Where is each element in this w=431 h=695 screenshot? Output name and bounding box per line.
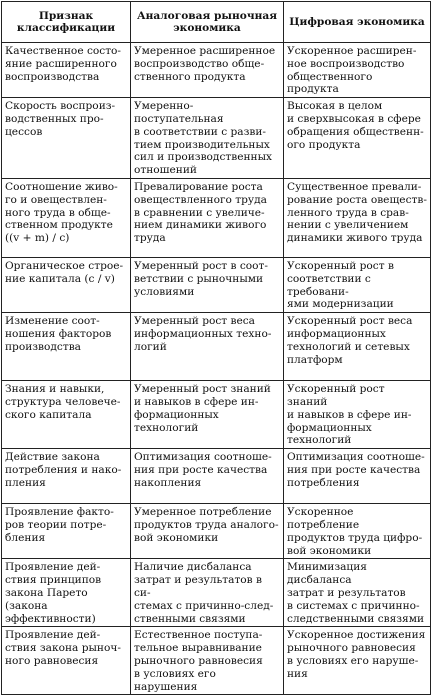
table-row <box>2 43 431 98</box>
analog-cell <box>131 559 284 627</box>
criterion-cell <box>2 381 131 449</box>
cell-text: Превалирование роста овеществленного труда в сравнении с увеличе- нием динамики живого труда <box>134 180 267 245</box>
analog-cell <box>131 627 284 695</box>
cell-text: Ускоренное достижения рыночного равновесия в условиях его наруше- ния <box>287 629 426 680</box>
header-digital-economy: Цифровая экономика <box>284 2 431 43</box>
table-row <box>2 178 431 257</box>
analog-cell <box>131 98 284 179</box>
cell-text: Органическое строе- ние капитала (c / v) <box>5 259 124 285</box>
digital-cell <box>284 504 431 559</box>
header-criterion: Признак классификации <box>2 2 131 43</box>
digital-cell <box>284 449 431 504</box>
cell-text: Умеренный рост веса информационных техно- логий <box>134 315 272 353</box>
digital-cell <box>284 559 431 627</box>
analog-cell <box>131 313 284 381</box>
cell-text: Наличие дисбаланса затрат и результатов в си- стемах с причинно-след- ственными связями <box>134 561 274 625</box>
cell-text: Ускоренный рост в соответствии с требовани- ями модернизации <box>287 259 394 311</box>
comparison-table <box>1 1 431 695</box>
cell-text: Минимизация дисбаланса затрат и результатов в системах с причинно- следственными связями <box>287 561 425 625</box>
digital-cell <box>284 627 431 695</box>
table-row <box>2 98 431 179</box>
criterion-cell <box>2 449 131 504</box>
analog-cell <box>131 257 284 312</box>
cell-text: Высокая в целом и сверхвысокая в сфере обращения общественн- ого продукта <box>287 100 424 151</box>
table-row <box>2 627 431 695</box>
cell-text: Умеренный рост в соот- ветствии с рыночными условиями <box>134 259 268 298</box>
cell-text: Ускоренное потребление продуктов труда цифро- вой экономики <box>287 506 423 557</box>
cell-text: Существенное превали- рование роста овеществ- ленного труда в срав- нении с увеличением динамики живого труда <box>287 180 427 245</box>
cell-text: Умеренный рост знаний и навыков в сфере ин- формационных технологий <box>134 383 271 434</box>
digital-cell <box>284 178 431 257</box>
cell-text: Оптимизация соотноше- ния при росте качества накопления <box>134 451 272 489</box>
criterion-cell <box>2 98 131 179</box>
header-analog-economy: Аналоговая рыночная экономика <box>131 2 284 43</box>
table-row <box>2 449 431 504</box>
table-header-row <box>2 2 431 43</box>
table-row <box>2 257 431 312</box>
cell-text: Умеренное расширенное воспроизводство обще- ственного продукта <box>134 45 276 83</box>
cell-text: Оптимизация соотноше- ния при росте качества потребления <box>287 451 425 489</box>
table-row <box>2 313 431 381</box>
cell-text: Проявление дей- ствия закона рыноч- ного равновесия <box>5 629 121 667</box>
criterion-cell <box>2 178 131 257</box>
cell-text: Качественное состо- яние расширенного воспроизводства <box>5 45 122 83</box>
cell-text: Ускоренное расширен- ное воспроизводство общественного продукта <box>287 45 417 96</box>
criterion-cell <box>2 627 131 695</box>
digital-cell <box>284 381 431 449</box>
criterion-cell <box>2 257 131 312</box>
cell-text: Знания и навыки, структура человече- ского капитала <box>5 383 121 421</box>
cell-text: Умеренно-поступательная в соответствии с разви- тием производительных сил и производственных отношений <box>134 100 272 177</box>
digital-cell <box>284 313 431 381</box>
cell-text: Естественное поступа- тельное выравнивание рыночного равновесия в условиях его нарушения <box>134 629 263 693</box>
analog-cell <box>131 504 284 559</box>
digital-cell <box>284 98 431 179</box>
criterion-cell <box>2 43 131 98</box>
analog-cell <box>131 449 284 504</box>
cell-text: Умеренное потребление продуктов труда аналого- вой экономики <box>134 506 279 544</box>
cell-text: Соотношение живо- го и овеществлен- ного труда в обще- ственном продукте ((v + m) / c) <box>5 180 118 245</box>
digital-cell <box>284 43 431 98</box>
cell-text: Проявление дей- ствия принципов закона Парето (закона эффективности) <box>5 561 102 625</box>
analog-cell <box>131 381 284 449</box>
table-row <box>2 504 431 559</box>
cell-text: Проявление факто- ров теории потре- бления <box>5 506 114 544</box>
cell-text: Действие закона потребления и нако- пления <box>5 451 122 489</box>
criterion-cell <box>2 559 131 627</box>
table-row <box>2 381 431 449</box>
cell-text: Ускоренный рост знаний и навыков в сфере ин- формационных технологий <box>287 383 412 447</box>
table-row <box>2 559 431 627</box>
cell-text: Ускоренный рост веса информационных технологий и сетевых платформ <box>287 315 413 366</box>
analog-cell <box>131 43 284 98</box>
criterion-cell <box>2 504 131 559</box>
digital-cell <box>284 257 431 312</box>
analog-cell <box>131 178 284 257</box>
cell-text: Изменение соот- ношения факторов производства <box>5 315 112 353</box>
cell-text: Скорость воспроиз- водственных про- цессов <box>5 100 116 138</box>
criterion-cell <box>2 313 131 381</box>
